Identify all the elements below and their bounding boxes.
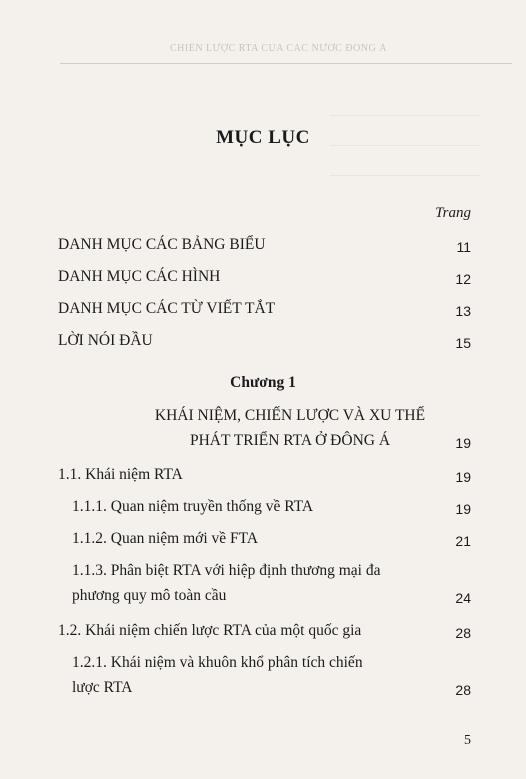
chapter-title-line1: KHÁI NIỆM, CHIẾN LƯỢC VÀ XU THẾ: [154, 407, 426, 424]
toc-entry-1-1-1[interactable]: [72, 498, 313, 516]
toc-entry-label: 1.2. Khái niệm chiến lược RTA của một quốc gia: [58, 622, 362, 639]
chapter-label: Chương 1: [230, 374, 296, 391]
toc-entry-page: 15: [455, 335, 471, 351]
toc-entry-label: DANH MỤC CÁC HÌNH: [58, 268, 221, 285]
toc-entry-label-line2: lược RTA: [72, 679, 133, 696]
toc-entry-label: 1.1.2. Quan niệm mới về FTA: [72, 530, 259, 547]
toc-entry-1-1-2[interactable]: [72, 530, 258, 548]
show-through-block: [330, 105, 480, 195]
toc-entry-page: 12: [455, 271, 471, 287]
toc-entry-page: 28: [455, 625, 471, 641]
toc-entry-label: 1.1.1. Quan niệm truyền thống về RTA: [72, 498, 314, 515]
toc-entry-page: 19: [455, 501, 471, 517]
toc-entry-label: DANH MỤC CÁC TỪ VIẾT TẮT: [58, 300, 276, 317]
toc-entry-label-line2: phương quy mô toàn cầu: [72, 587, 227, 604]
toc-title: MỤC LỤC: [216, 127, 310, 148]
header-rule: [60, 63, 512, 64]
toc-entry-page: 13: [455, 303, 471, 319]
page-number: 5: [464, 733, 471, 748]
toc-entry-figures[interactable]: [58, 268, 220, 286]
toc-entry-page: 21: [455, 533, 471, 549]
toc-entry-label-line1: 1.1.3. Phân biệt RTA với hiệp định thương mại đa: [72, 562, 381, 579]
running-header: CHIẾN LƯỢC RTA CỦA CÁC NƯỚC ĐÔNG Á: [170, 43, 387, 54]
toc-entry-1-2[interactable]: [58, 622, 361, 640]
toc-entry-label: DANH MỤC CÁC BẢNG BIỂU: [58, 236, 266, 253]
toc-entry-1-1[interactable]: [58, 466, 183, 484]
toc-entry-page: 11: [456, 239, 471, 255]
toc-entry-abbreviations[interactable]: [58, 300, 275, 318]
toc-entry-page: 24: [455, 590, 471, 606]
page-column-label: Trang: [435, 205, 471, 221]
chapter-page: 19: [455, 435, 471, 451]
toc-entry-page: 19: [455, 469, 471, 485]
toc-entry-1-2-1[interactable]: [72, 654, 472, 697]
toc-entry-page: 28: [455, 682, 471, 698]
toc-entry-label: 1.1. Khái niệm RTA: [58, 466, 183, 483]
toc-entry-1-1-3[interactable]: [72, 562, 472, 605]
toc-entry-tables[interactable]: [58, 236, 266, 254]
toc-entry-label-line1: 1.2.1. Khái niệm và khuôn khổ phân tích chiến: [72, 654, 363, 671]
toc-entry-preface[interactable]: [58, 332, 153, 350]
toc-entry-label: LỜI NÓI ĐẦU: [58, 332, 153, 349]
chapter-title-line2: PHÁT TRIỂN RTA Ở ĐÔNG Á: [189, 432, 391, 449]
